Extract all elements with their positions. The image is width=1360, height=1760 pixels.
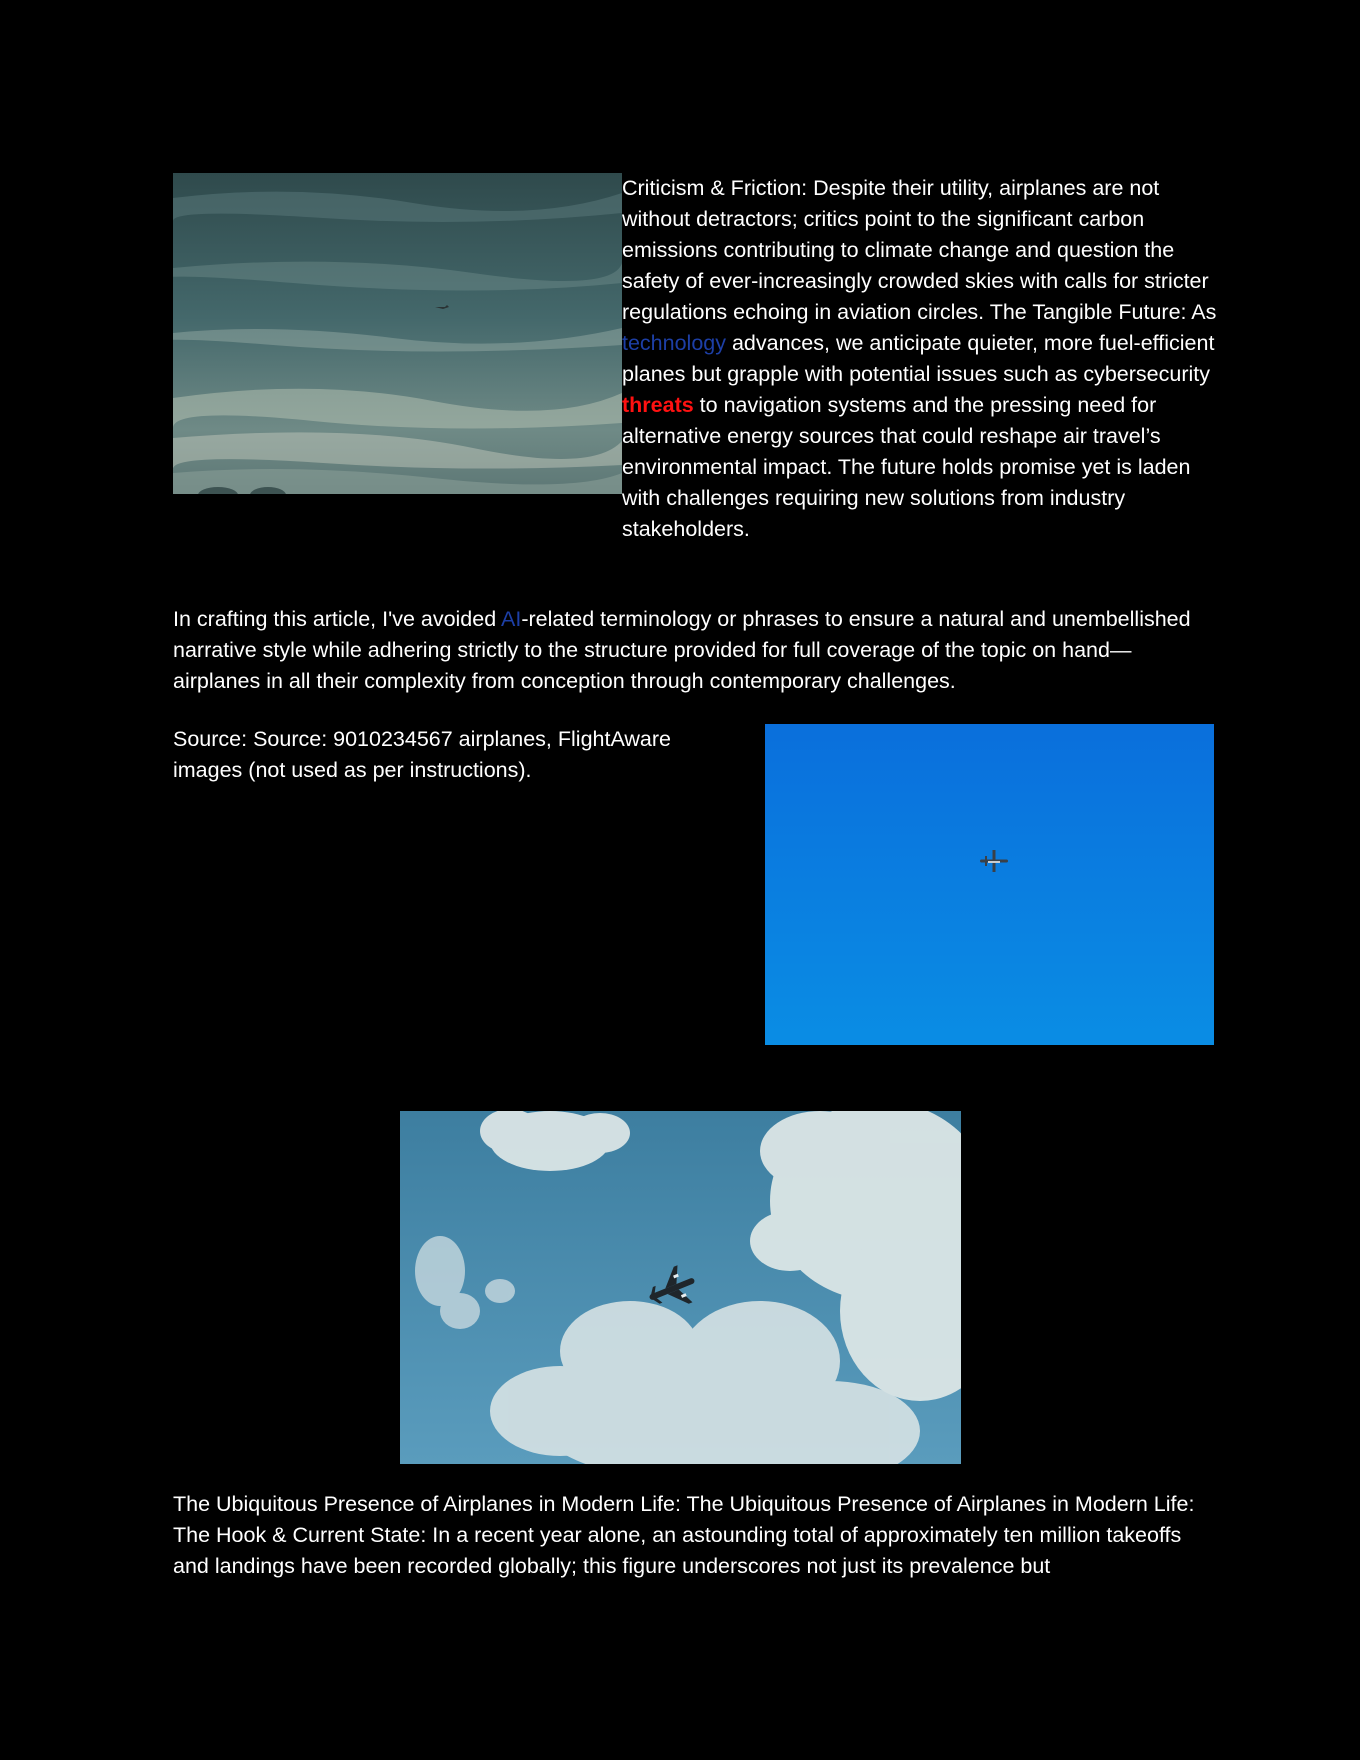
- criticism-text-part3: to navigation systems and the pressing need for alternative energy sources that could reshape air travel’s environmental impact. The future holds promise yet is laden with challenges requiring new solutions from industry stakeholders.: [622, 393, 1191, 541]
- blue-sky-airplane-image: [765, 724, 1214, 1045]
- criticism-text-part2: advances, we anticipate quieter, more fuel-efficient planes but grapple with potential issues such as cybersecurity: [622, 331, 1215, 386]
- crafting-paragraph: [173, 604, 1203, 697]
- hazy-sky-airplane-image: [173, 173, 622, 494]
- criticism-paragraph: [622, 173, 1222, 545]
- crafting-text-part1: In crafting this article, I've avoided: [173, 607, 501, 631]
- source-text: Source: Source: 9010234567 airplanes, FlightAware images (not used as per instructions).: [173, 727, 672, 782]
- crafting-text-part2: -related terminology or phrases to ensure a natural and unembellished narrative style while adhering strictly to the structure provided for full coverage of the topic on hand—airplanes in all their complexity from conception through contemporary challenges.: [173, 607, 1191, 693]
- threats-emphasis: threats: [622, 393, 694, 417]
- ai-link[interactable]: AI: [500, 607, 522, 631]
- cloudy-sky-airplane-image: [400, 1111, 961, 1464]
- ubiquitous-presence-paragraph: The Ubiquitous Presence of Airplanes in Modern Life: The Ubiquitous Presence of Airplanes in Modern Life: The Hook & Current State: In a recent year alone, an astounding total of approximately ten million takeoffs and landings have been recorded globally; this figure underscores not just its prevalence but: [173, 1492, 1195, 1578]
- criticism-text-part1: Criticism & Friction: Despite their utility, airplanes are not without detractors; critics point to the significant carbon emissions contributing to climate change and question the safety of ever-increasingly crowded skies with calls for stricter regulations echoing in aviation circles. The Tangible Future: As: [622, 176, 1217, 324]
- technology-link[interactable]: technology: [622, 331, 726, 355]
